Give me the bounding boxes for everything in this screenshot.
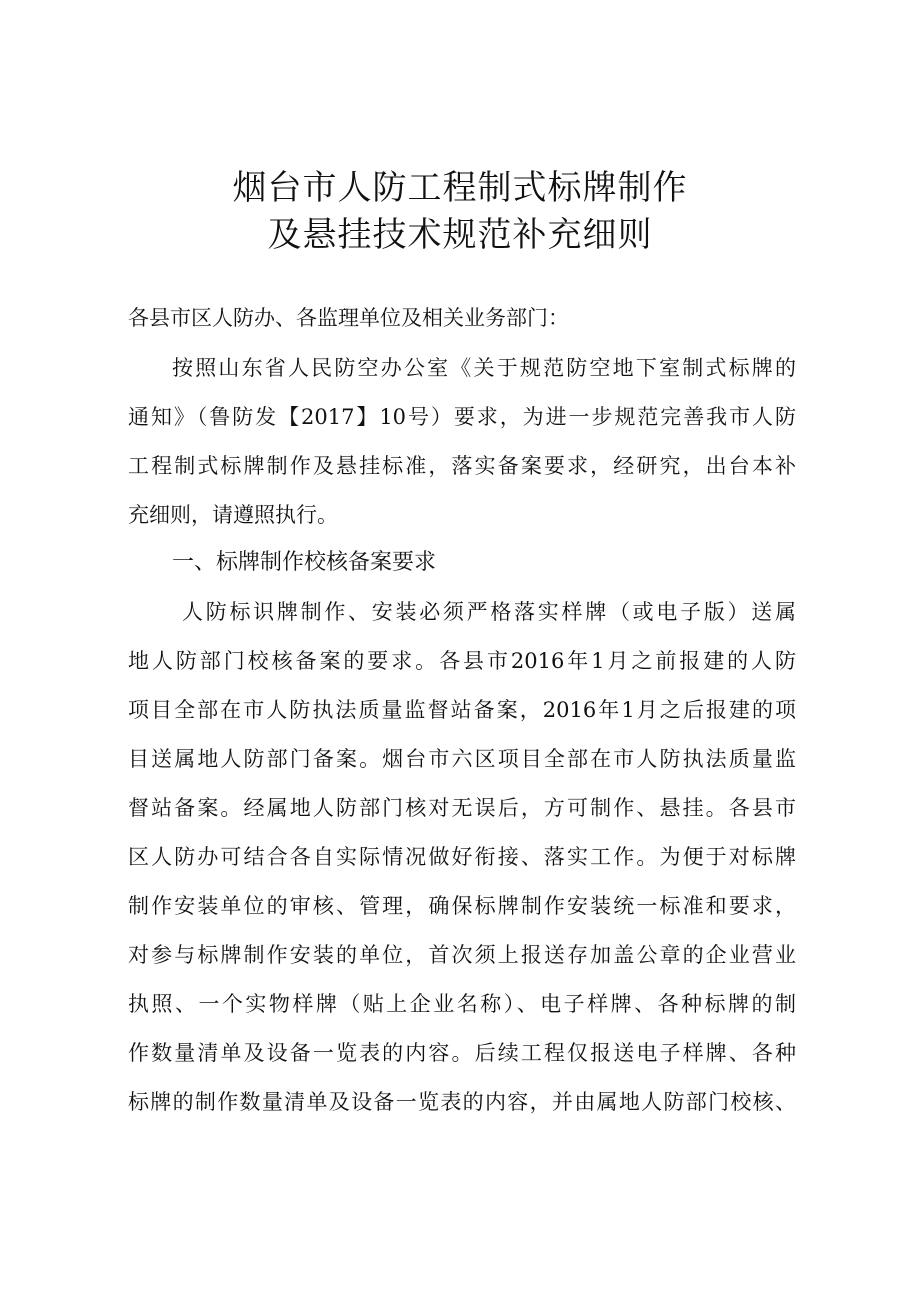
document-title-line-2: 及悬挂技术规范补充细则 <box>267 215 653 255</box>
salutation: 各县市区人防办、各监理单位及相关业务部门： <box>128 306 569 330</box>
intro-line-3: 工程制式标牌制作及悬挂标准，落实备案要求，经研究，出台本补 <box>128 454 796 478</box>
section-1-line-4: 目送属地人防部门备案。烟台市六区项目全部在市人防执法质量监 <box>128 747 796 771</box>
section-1-line-9: 执照、一个实物样牌（贴上企业名称）、电子样牌、各种标牌的制 <box>128 992 796 1016</box>
intro-line-4: 充细则，请遵照执行。 <box>128 503 338 527</box>
section-1-line-10: 作数量清单及设备一览表的内容。后续工程仅报送电子样牌、各种 <box>128 1041 796 1065</box>
document-title-line-1: 烟台市人防工程制式标牌制作 <box>232 168 688 208</box>
section-1-line-11: 标牌的制作数量清单及设备一览表的内容，并由属地人防部门校核、 <box>128 1090 796 1114</box>
intro-line-1: 按照山东省人民防空办公室《关于规范防空地下室制式标牌的 <box>172 356 796 380</box>
section-1-heading: 一、标牌制作校核备案要求 <box>172 550 437 575</box>
section-1-line-1: 人防标识牌制作、安装必须严格落实样牌（或电子版）送属 <box>182 600 796 624</box>
section-1-line-2: 地人防部门校核备案的要求。各县市2016年1月之前报建的人防 <box>128 649 796 673</box>
intro-line-2: 通知》（鲁防发【2017】10号）要求，为进一步规范完善我市人防 <box>128 405 796 429</box>
section-1-line-3: 项目全部在市人防执法质量监督站备案，2016年1月之后报建的项 <box>128 698 796 722</box>
section-1-line-7: 制作安装单位的审核、管理，确保标牌制作安装统一标准和要求， <box>128 894 796 918</box>
section-1-line-5: 督站备案。经属地人防部门核对无误后，方可制作、悬挂。各县市 <box>128 796 796 820</box>
section-1-line-8: 对参与标牌制作安装的单位，首次须上报送存加盖公章的企业营业 <box>128 943 796 967</box>
section-1-line-6: 区人防办可结合各自实际情况做好衔接、落实工作。为便于对标牌 <box>128 845 796 869</box>
